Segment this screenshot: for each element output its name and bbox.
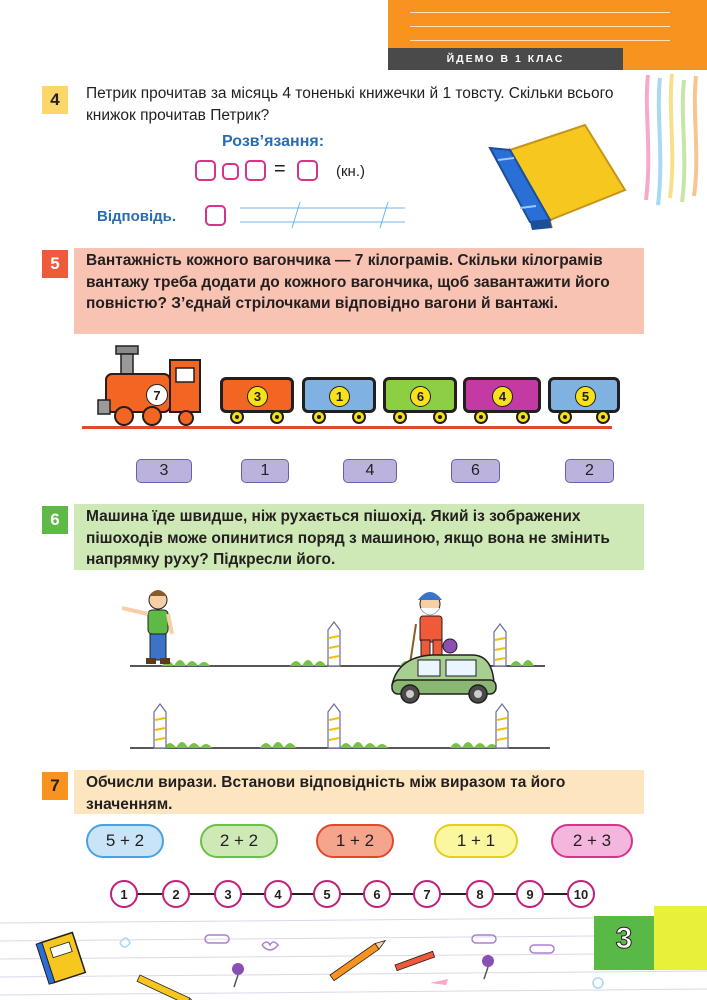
wagon-wheel — [516, 410, 530, 424]
answer-writing-lines[interactable] — [240, 200, 410, 230]
wagon-wheel — [270, 410, 284, 424]
number-line-circle[interactable]: 4 — [264, 880, 292, 908]
equals-sign: = — [274, 158, 286, 180]
answer-box-1[interactable] — [195, 160, 216, 181]
cargo-box[interactable]: 1 — [241, 459, 289, 483]
answer-label: Відповідь. — [97, 208, 177, 225]
wagon — [548, 377, 620, 413]
number-line-circle[interactable]: 1 — [110, 880, 138, 908]
answer-box-2[interactable] — [245, 160, 266, 181]
number-line — [122, 893, 584, 895]
task4-number: 4 — [42, 86, 68, 114]
task5-number: 5 — [42, 250, 68, 278]
crayon-stripes-decoration — [640, 70, 707, 210]
number-line-circle[interactable]: 10 — [567, 880, 595, 908]
road-scene-illustration — [100, 580, 560, 755]
number-line-circle[interactable]: 5 — [313, 880, 341, 908]
wagon-wheel — [474, 410, 488, 424]
number-line-circle[interactable]: 3 — [214, 880, 242, 908]
wagon — [220, 377, 294, 413]
wagon-wheel — [558, 410, 572, 424]
expression-button[interactable]: 2 + 2 — [200, 824, 278, 858]
cargo-box[interactable]: 2 — [565, 459, 614, 483]
wagon-wheel — [433, 410, 447, 424]
header-label-tail — [623, 48, 707, 70]
wagon-wheel — [596, 410, 610, 424]
wagon-wheel — [393, 410, 407, 424]
wagon-number: 3 — [247, 386, 268, 407]
wagon-number: 6 — [410, 386, 431, 407]
cargo-box[interactable]: 3 — [136, 459, 192, 483]
task4-text: Петрик прочитав за місяць 4 тоненькі книжечки й 1 товсту. Скільки всього книжок прочитав Петрик? — [86, 85, 614, 124]
wagon — [302, 377, 376, 413]
page-number: 3 — [615, 922, 633, 955]
number-line-circle[interactable]: 7 — [413, 880, 441, 908]
number-line-circle[interactable]: 6 — [363, 880, 391, 908]
task7-text: Обчисли вирази. Встанови відповідність між виразом та його значенням. — [86, 774, 566, 813]
book-illustration — [480, 120, 630, 230]
expression-button[interactable]: 1 + 1 — [434, 824, 518, 858]
answer-box[interactable] — [205, 205, 226, 226]
header-label: ЙДЕМО В 1 КЛАС — [446, 53, 565, 65]
operator-box[interactable] — [222, 163, 239, 180]
header-lines — [410, 0, 690, 48]
expression-button[interactable]: 2 + 3 — [551, 824, 633, 858]
wagon — [463, 377, 541, 413]
task6-number: 6 — [42, 506, 68, 534]
unit-label: (кн.) — [336, 163, 366, 180]
answer-box-3[interactable] — [297, 160, 318, 181]
page-number-highlight — [654, 906, 707, 970]
expression-button[interactable]: 5 + 2 — [86, 824, 164, 858]
header-label-strip — [388, 48, 623, 70]
task6-text: Машина їде швидше, ніж рухається пішохід. Який із зображених пішоходів може опинитися поряд з машиною, якщо вона не змінить напрямку руху? Підкресли його. — [86, 508, 610, 568]
number-line-circle[interactable]: 2 — [162, 880, 190, 908]
task5-text: Вантажність кожного вагончика — 7 кілограмів. Скільки кілограмів вантажу треба додати до кожного вагончика, щоб завантажити його повністю? З’єднай стрілочками відповідно вагони й вантажі. — [86, 252, 610, 312]
number-line-circle[interactable]: 9 — [516, 880, 544, 908]
wagon-wheel — [352, 410, 366, 424]
expression-button[interactable]: 1 + 2 — [316, 824, 394, 858]
wagon-number: 4 — [492, 386, 513, 407]
task7-number: 7 — [42, 772, 68, 800]
number-line-circle[interactable]: 8 — [466, 880, 494, 908]
locomotive-number: 7 — [146, 384, 168, 406]
wagon — [383, 377, 457, 413]
wagon-wheel — [312, 410, 326, 424]
solution-label: Розв’язання: — [222, 133, 325, 150]
cargo-box[interactable]: 4 — [343, 459, 397, 483]
cargo-box[interactable]: 6 — [451, 459, 500, 483]
wagon-number: 5 — [575, 386, 596, 407]
wagon-number: 1 — [329, 386, 350, 407]
wagon-wheel — [230, 410, 244, 424]
